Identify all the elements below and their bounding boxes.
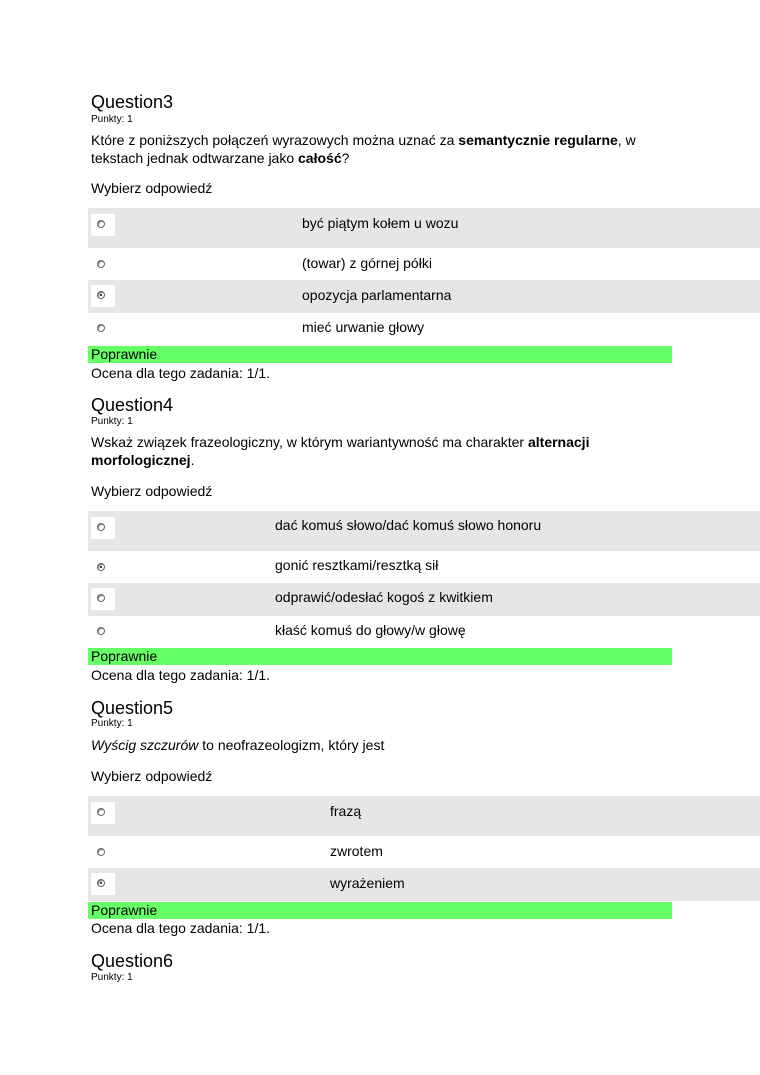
radio-icon xyxy=(97,260,105,268)
radio-button[interactable] xyxy=(91,802,115,824)
answer-option[interactable] xyxy=(88,868,760,901)
radio-button[interactable] xyxy=(91,588,115,610)
answer-option-label: (towar) z górnej półki xyxy=(302,255,432,271)
question-number: 5 xyxy=(163,698,174,718)
radio-button[interactable] xyxy=(91,214,115,236)
radio-selected-icon xyxy=(97,291,105,299)
status-badge xyxy=(88,346,672,363)
radio-button[interactable] xyxy=(91,873,115,895)
radio-button[interactable] xyxy=(91,557,115,579)
question-text xyxy=(91,433,651,469)
answer-option[interactable] xyxy=(88,836,760,868)
question-text xyxy=(91,131,651,167)
radio-button[interactable] xyxy=(91,517,115,539)
answer-option[interactable] xyxy=(88,551,760,583)
radio-icon xyxy=(97,523,105,531)
answer-prompt: Wybierz odpowiedź xyxy=(91,768,213,784)
answer-option-label: wyrażeniem xyxy=(330,875,405,891)
question-text-part: , w tekstach jednak odtwarzane jako xyxy=(91,132,636,166)
answer-option[interactable] xyxy=(88,208,760,248)
question-number: 3 xyxy=(163,92,174,112)
answer-option-label: opozycja parlamentarna xyxy=(302,287,452,303)
question-points: Punkty: 1 xyxy=(91,972,133,983)
question-title xyxy=(91,951,173,971)
answer-prompt: Wybierz odpowiedź xyxy=(91,180,213,196)
answer-option[interactable] xyxy=(88,313,760,345)
question-text-part: ? xyxy=(341,150,350,166)
radio-selected-icon xyxy=(97,563,105,571)
radio-selected-icon xyxy=(97,879,105,887)
status-badge xyxy=(88,648,672,665)
question-text-part: to neofrazeologizm, który jest xyxy=(198,737,385,753)
question-title-prefix: Question xyxy=(91,92,164,112)
answer-option-label: mieć urwanie głowy xyxy=(302,319,425,335)
question-grade: Ocena dla tego zadania: 1/1. xyxy=(91,365,271,381)
answer-option-label: dać komuś słowo/dać komuś słowo honoru xyxy=(275,517,542,533)
answer-option-label: frazą xyxy=(330,803,362,819)
answer-option[interactable] xyxy=(88,248,760,280)
answer-option[interactable] xyxy=(88,616,760,648)
question-points: Punkty: 1 xyxy=(91,718,133,729)
radio-button[interactable] xyxy=(91,254,115,276)
question-points: Punkty: 1 xyxy=(91,416,133,427)
radio-icon xyxy=(97,808,105,816)
answer-option-label: zwrotem xyxy=(330,843,383,859)
radio-icon xyxy=(97,594,105,602)
question-number: 4 xyxy=(163,395,174,415)
answer-option-label: być piątym kołem u wozu xyxy=(302,215,459,231)
question-text-bold: semantycznie regularne xyxy=(458,132,618,148)
answer-prompt: Wybierz odpowiedź xyxy=(91,483,213,499)
status-text: Poprawnie xyxy=(91,902,158,918)
question-text-bold: całość xyxy=(298,150,342,166)
answer-option-label: odprawić/odesłać kogoś z kwitkiem xyxy=(275,589,493,605)
question-text-part: Wskaż związek frazeologiczny, w którym wariantywność ma charakter xyxy=(91,434,528,450)
answer-option-label: gonić resztkami/resztką sił xyxy=(275,557,439,573)
answer-option-label: kłaść komuś do głowy/w głowę xyxy=(275,622,466,638)
question-grade: Ocena dla tego zadania: 1/1. xyxy=(91,667,271,683)
status-badge xyxy=(88,902,672,919)
question-points: Punkty: 1 xyxy=(91,114,133,125)
radio-button[interactable] xyxy=(91,285,115,307)
question-title xyxy=(91,92,173,112)
question-text-italic: Wyścig szczurów xyxy=(91,737,199,753)
status-text: Poprawnie xyxy=(91,648,158,664)
answer-option[interactable] xyxy=(88,511,760,551)
answer-option[interactable] xyxy=(88,796,760,836)
radio-icon xyxy=(97,324,105,332)
question-number: 6 xyxy=(163,951,174,971)
radio-button[interactable] xyxy=(91,318,115,340)
question-title-prefix: Question xyxy=(91,698,164,718)
question-title-prefix: Question xyxy=(91,395,164,415)
status-text: Poprawnie xyxy=(91,346,158,362)
answer-option[interactable] xyxy=(88,583,760,616)
question-text xyxy=(91,736,651,754)
question-text-bold: alternacji morfologicznej xyxy=(91,434,590,468)
radio-button[interactable] xyxy=(91,842,115,864)
radio-icon xyxy=(97,220,105,228)
question-title-prefix: Question xyxy=(91,951,164,971)
question-title xyxy=(91,395,173,415)
question-text-part: . xyxy=(190,452,195,468)
radio-icon xyxy=(97,627,105,635)
radio-button[interactable] xyxy=(91,621,115,643)
answer-option[interactable] xyxy=(88,280,760,313)
question-text-part: Które z poniższych połączeń wyrazowych można uznać za xyxy=(91,132,459,148)
question-title xyxy=(91,698,173,718)
question-grade: Ocena dla tego zadania: 1/1. xyxy=(91,920,271,936)
radio-icon xyxy=(97,848,105,856)
